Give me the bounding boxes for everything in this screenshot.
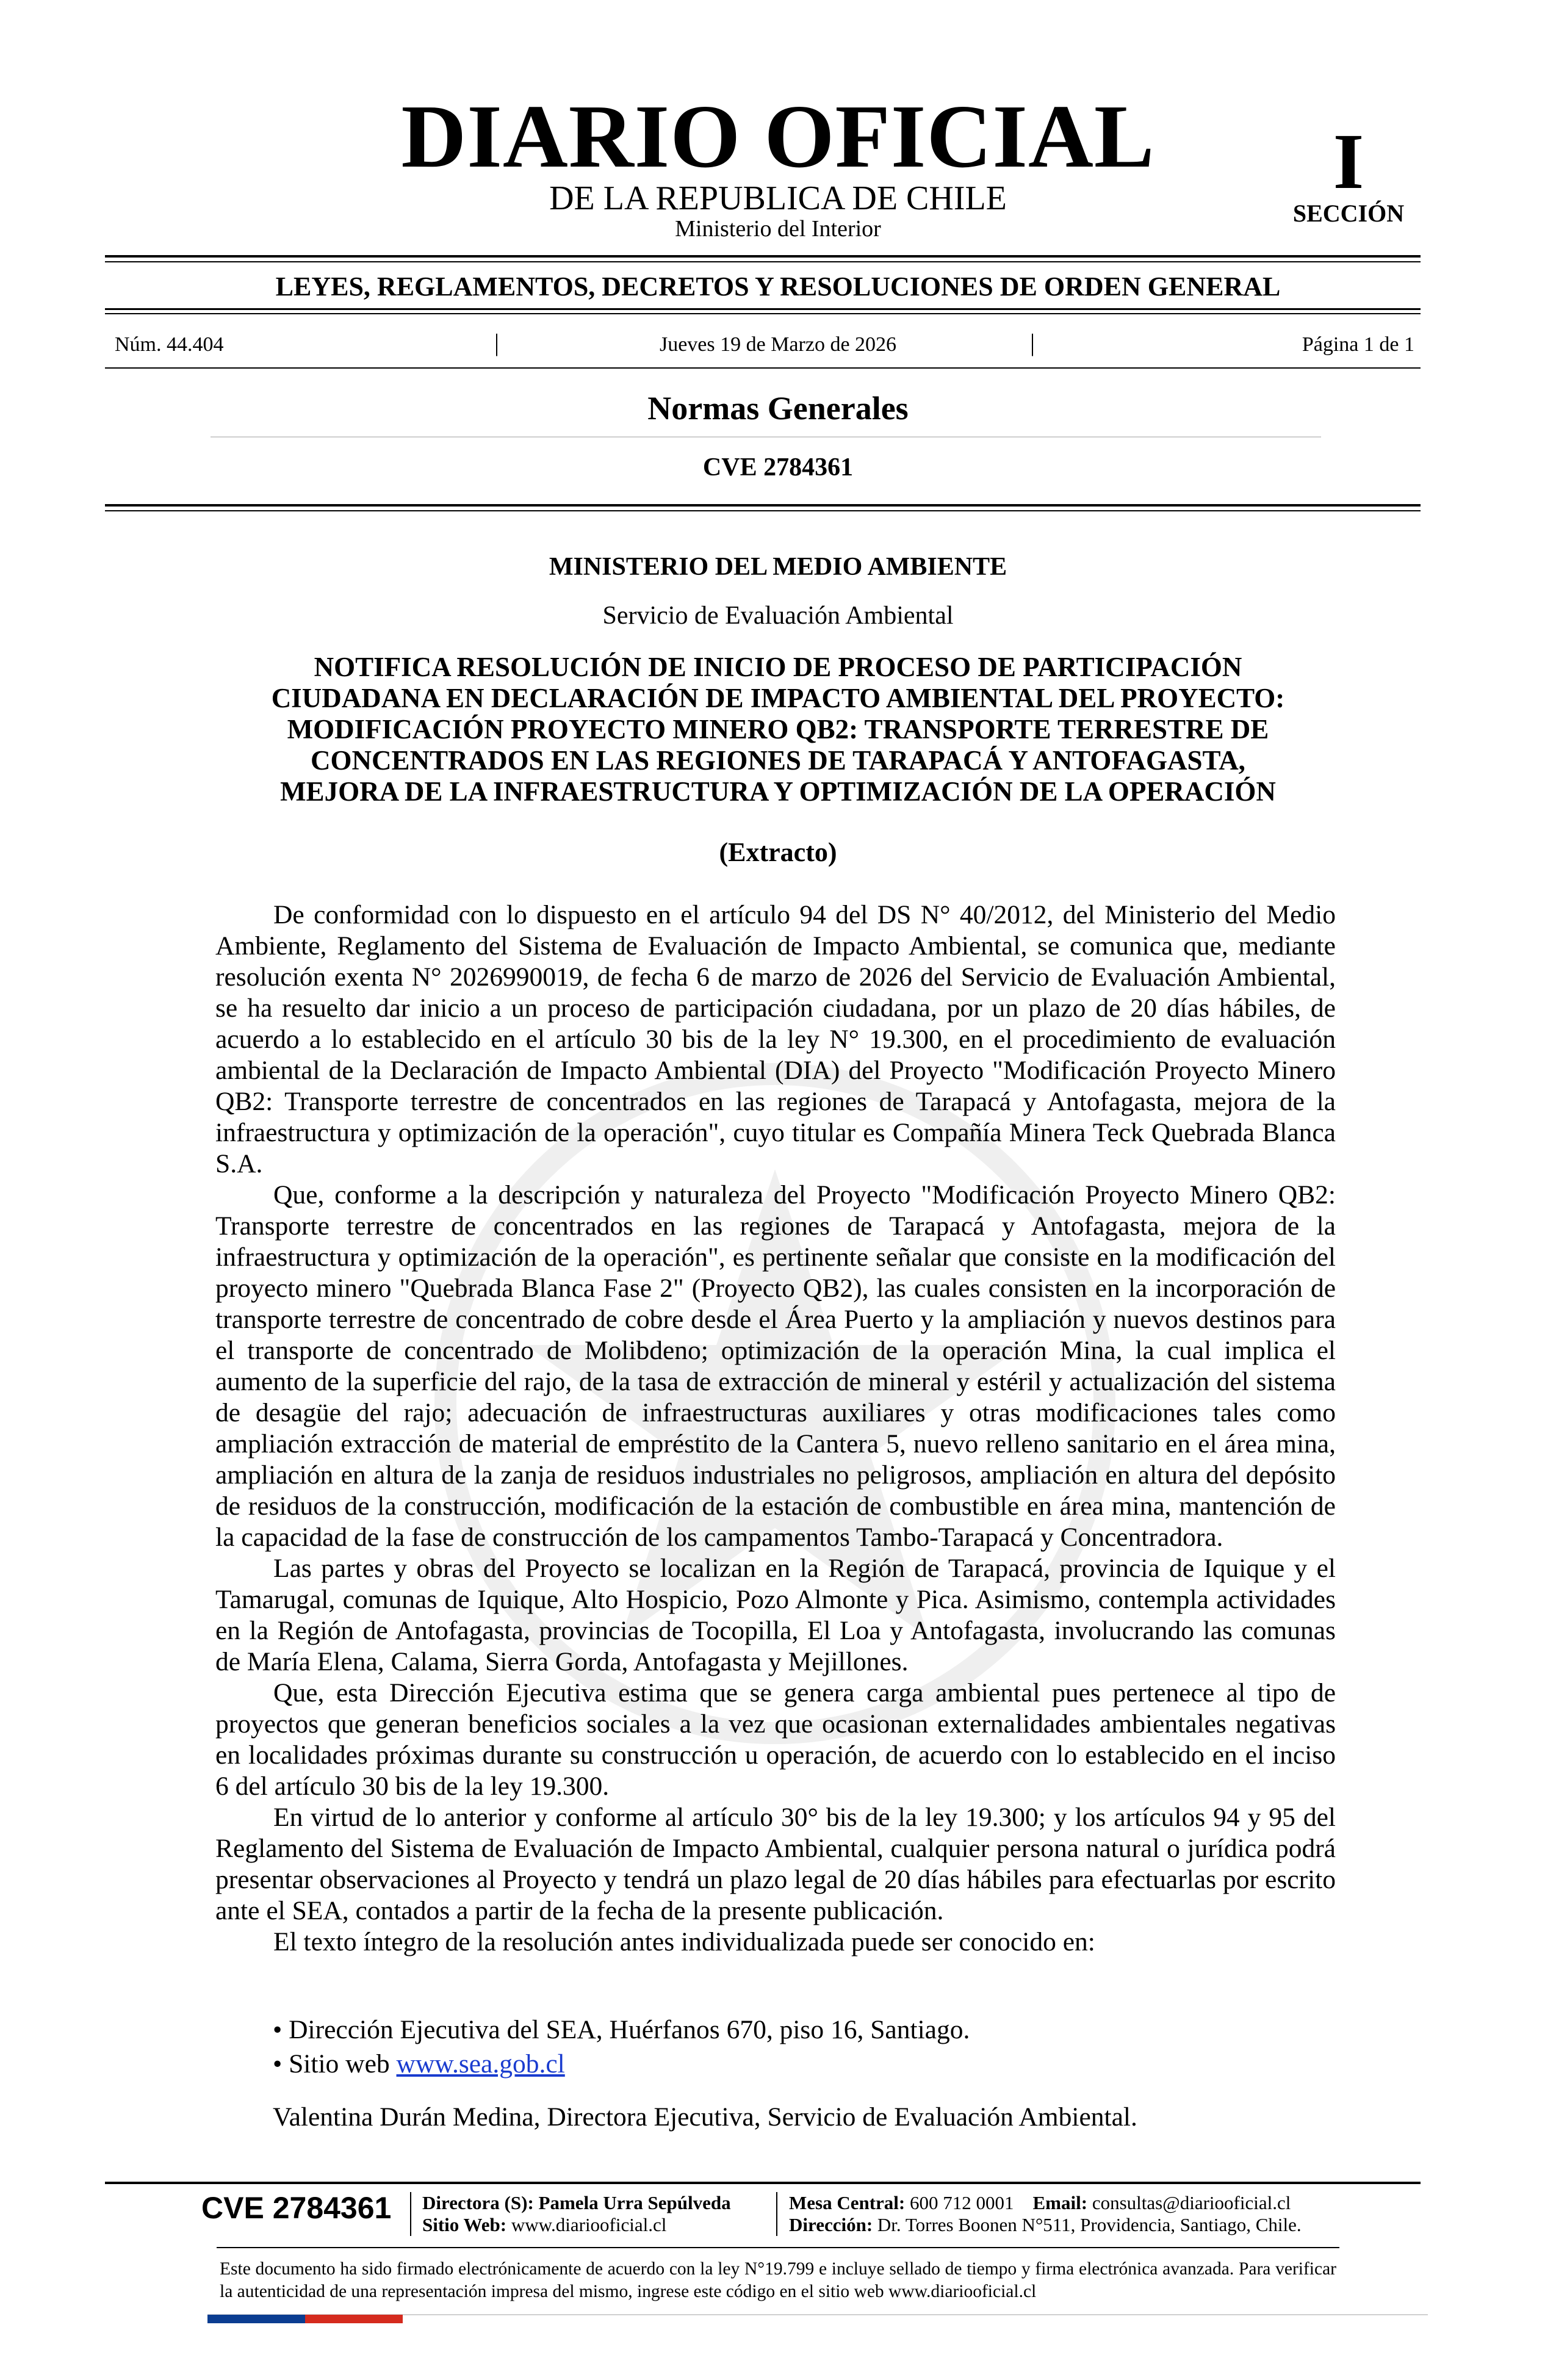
footer-cve: CVE 2784361 (201, 2191, 392, 2225)
sea-website-link[interactable]: www.sea.gob.cl (396, 2049, 565, 2079)
footer-director-label: Directora (S): (422, 2192, 534, 2213)
footer-divider (410, 2192, 411, 2236)
body-paragraph: De conformidad con lo dispuesto en el artículo 94 del DS N° 40/2012, del Ministerio del Medio Ambiente, Reglamento del Sistema de Evaluación de Impacto Ambiental, se comunica que, mediante resolución exenta N° 2026990019, de fecha 6 de marzo de 2026 del Servicio de Evaluación Ambiental, se ha resuelto dar inicio a un proceso de participación ciudadana, por un plazo de 20 días hábiles, de acuerdo a lo establecido en el artículo 30 bis de la ley N° 19.300, en el procedimiento de evaluación ambiental de la Declaración de Impacto Ambiental (DIA) del Proyecto "Modificación Proyecto Minero QB2: Transporte terrestre de concentrados en las regiones de Tarapacá y Antofagasta, mejora de la infraestructura y optimización de la operación", cuyo titular es Compañía Minera Teck Quebrada Blanca S.A. (215, 900, 1336, 1178)
body-paragraph: Las partes y obras del Proyecto se localizan en la Región de Tarapacá, provincia de Iquique y el Tamarugal, comunas de Iquique, Alto Hospicio, Pozo Almonte y Pica. Asimismo, contempla actividades en la Región de Antofagasta, provincias de Tocopilla, El Loa y Antofagasta, involucrando las comunas de María Elena, Calama, Sierra Gorda, Antofagasta y Mejillones. (215, 1554, 1336, 1676)
access-item-website-label: • Sitio web (273, 2049, 397, 2079)
body-paragraph: Que, esta Dirección Ejecutiva estima que se genera carga ambiental pues pertenece al tipo de proyectos que generan beneficios sociales a la vez que ocasionan externalidades ambientales negativas en localidades próximas durante su construcción u operación, de acuerdo con lo establecido en el inciso 6 del artículo 30 bis de la ley 19.300. (215, 1678, 1336, 1801)
footer-phone-label: Mesa Central: (789, 2192, 906, 2213)
resolution-title (214, 652, 1342, 807)
meta-separator: | (1030, 329, 1036, 356)
masthead-rule-top-2 (105, 261, 1421, 262)
header-rule-2 (105, 510, 1421, 511)
footer-site-label: Sitio Web: (422, 2214, 507, 2235)
masthead-ministry: Ministerio del Interior (675, 216, 881, 242)
footer-contact-block (789, 2192, 1302, 2236)
footer-site-value: www.diariooficial.cl (511, 2214, 667, 2235)
footer-email-label: Email: (1032, 2192, 1088, 2213)
section-label: SECCIÓN (1292, 200, 1405, 227)
resolution-title-line: CIUDADANA EN DECLARACIÓN DE IMPACTO AMBIENTAL DEL PROYECTO: (271, 683, 1285, 713)
resolution-title-line: MEJORA DE LA INFRAESTRUCTURA Y OPTIMIZACIÓN DE LA OPERACIÓN (280, 776, 1276, 807)
signature: Valentina Durán Medina, Directora Ejecutiva, Servicio de Evaluación Ambiental. (273, 2102, 1137, 2132)
category-rule-1 (105, 308, 1421, 310)
footer-phone-value: 600 712 0001 (910, 2192, 1014, 2213)
access-item-office: • Dirección Ejecutiva del SEA, Huérfanos 670, piso 16, Santiago. (273, 2015, 970, 2044)
masthead-subtitle: DE LA REPUBLICA DE CHILE (549, 179, 1007, 217)
flag-stripe-blue (207, 2315, 305, 2323)
body-paragraph: Que, conforme a la descripción y naturaleza del Proyecto "Modificación Proyecto Minero QB2: Transporte terrestre de concentrados en las regiones de Tarapacá y Antofagasta, mejora de la infraestructura y optimización de la operación", es pertinente señalar que consiste en la modificación del proyecto minero "Quebrada Blanca Fase 2" (Proyecto QB2), las cuales consisten en la incorporación de transporte terrestre de concentrado de cobre desde el Área Puerto y la ampliación y nuevos destinos para el transporte de concentrado de Molibdeno; optimización de la operación Mina, la cual implica el aumento de la superficie del rajo, de la tasa de extracción de mineral y estéril y actualización del sistema de desagüe del rajo; adecuación de infraestructuras auxiliares y otras modificaciones tales como ampliación extracción de material de empréstito de la Cantera 5, nuevo relleno sanitario en el área mina, ampliación en altura de la zanja de residuos industriales no peligrosos, ampliación en altura del depósito de residuos de la construcción, modificación de la estación de combustible en área mina, mantención de la capacidad de la fase de construcción de los campamentos Tambo-Tarapacá y Concentradora. (215, 1180, 1336, 1552)
extract-label: (Extracto) (719, 837, 837, 867)
resolution-title-line: MODIFICACIÓN PROYECTO MINERO QB2: TRANSPORTE TERRESTRE DE (287, 714, 1269, 745)
footer-director-value: Pamela Urra Sepúlveda (538, 2192, 731, 2213)
document-service: Servicio de Evaluación Ambiental (602, 602, 954, 630)
masthead-title: DIARIO OFICIAL (401, 87, 1155, 187)
footer-rule-2 (217, 2247, 1339, 2248)
resolution-title-line: CONCENTRADOS EN LAS REGIONES DE TARAPACÁ Y ANTOFAGASTA, (311, 745, 1245, 776)
meta-separator: | (494, 329, 500, 356)
document-body (215, 900, 1336, 1958)
header-rule-1 (105, 504, 1421, 507)
section-number: I (1333, 118, 1364, 206)
document-ministry: MINISTERIO DEL MEDIO AMBIENTE (549, 553, 1007, 581)
category-heading: LEYES, REGLAMENTOS, DECRETOS Y RESOLUCIONES DE ORDEN GENERAL (275, 272, 1281, 301)
footer-address-label: Dirección: (789, 2214, 873, 2235)
issue-number: Núm. 44.404 (115, 333, 224, 356)
access-item-website (273, 2047, 1334, 2081)
section-title-rule (211, 436, 1321, 438)
access-list (273, 2013, 1334, 2081)
meta-rule (105, 367, 1421, 369)
masthead-rule-top (105, 255, 1421, 258)
footer-director-block (422, 2192, 731, 2236)
section-title: Normas Generales (647, 390, 909, 427)
footer-rule (105, 2182, 1421, 2184)
footer-email-value: consultas@diariooficial.cl (1092, 2192, 1291, 2213)
body-paragraph: En virtud de lo anterior y conforme al artículo 30° bis de la ley 19.300; y los artículos 94 y 95 del Reglamento del Sistema de Evaluación de Impacto Ambiental, cualquier persona natural o jurídica podrá presentar observaciones al Proyecto y tendrá un plazo legal de 20 días hábiles para efectuarlas por escrito ante el SEA, contados a partir de la fecha de la presente publicación. (215, 1803, 1336, 1925)
cve-header: CVE 2784361 (702, 453, 854, 481)
flag-stripe-red (305, 2315, 403, 2323)
resolution-title-line: NOTIFICA RESOLUCIÓN DE INICIO DE PROCESO DE PARTICIPACIÓN (314, 652, 1242, 682)
issue-date: Jueves 19 de Marzo de 2026 (659, 333, 897, 356)
footer-note: Este documento ha sido firmado electrónicamente de acuerdo con la ley N°19.799 e incluye sellado de tiempo y firma electrónica avanzada. Para verificar la autenticidad de una representación impresa del mismo, ingrese este código en el sitio web www.diariooficial.cl (220, 2259, 1336, 2301)
body-paragraph: El texto íntegro de la resolución antes individualizada puede ser conocido en: (273, 1927, 1095, 1956)
footer-address-value: Dr. Torres Boonen N°511, Providencia, Santiago, Chile. (877, 2214, 1302, 2235)
category-rule-2 (105, 313, 1421, 314)
footer-divider (776, 2192, 777, 2236)
page-indicator: Página 1 de 1 (1302, 333, 1414, 356)
